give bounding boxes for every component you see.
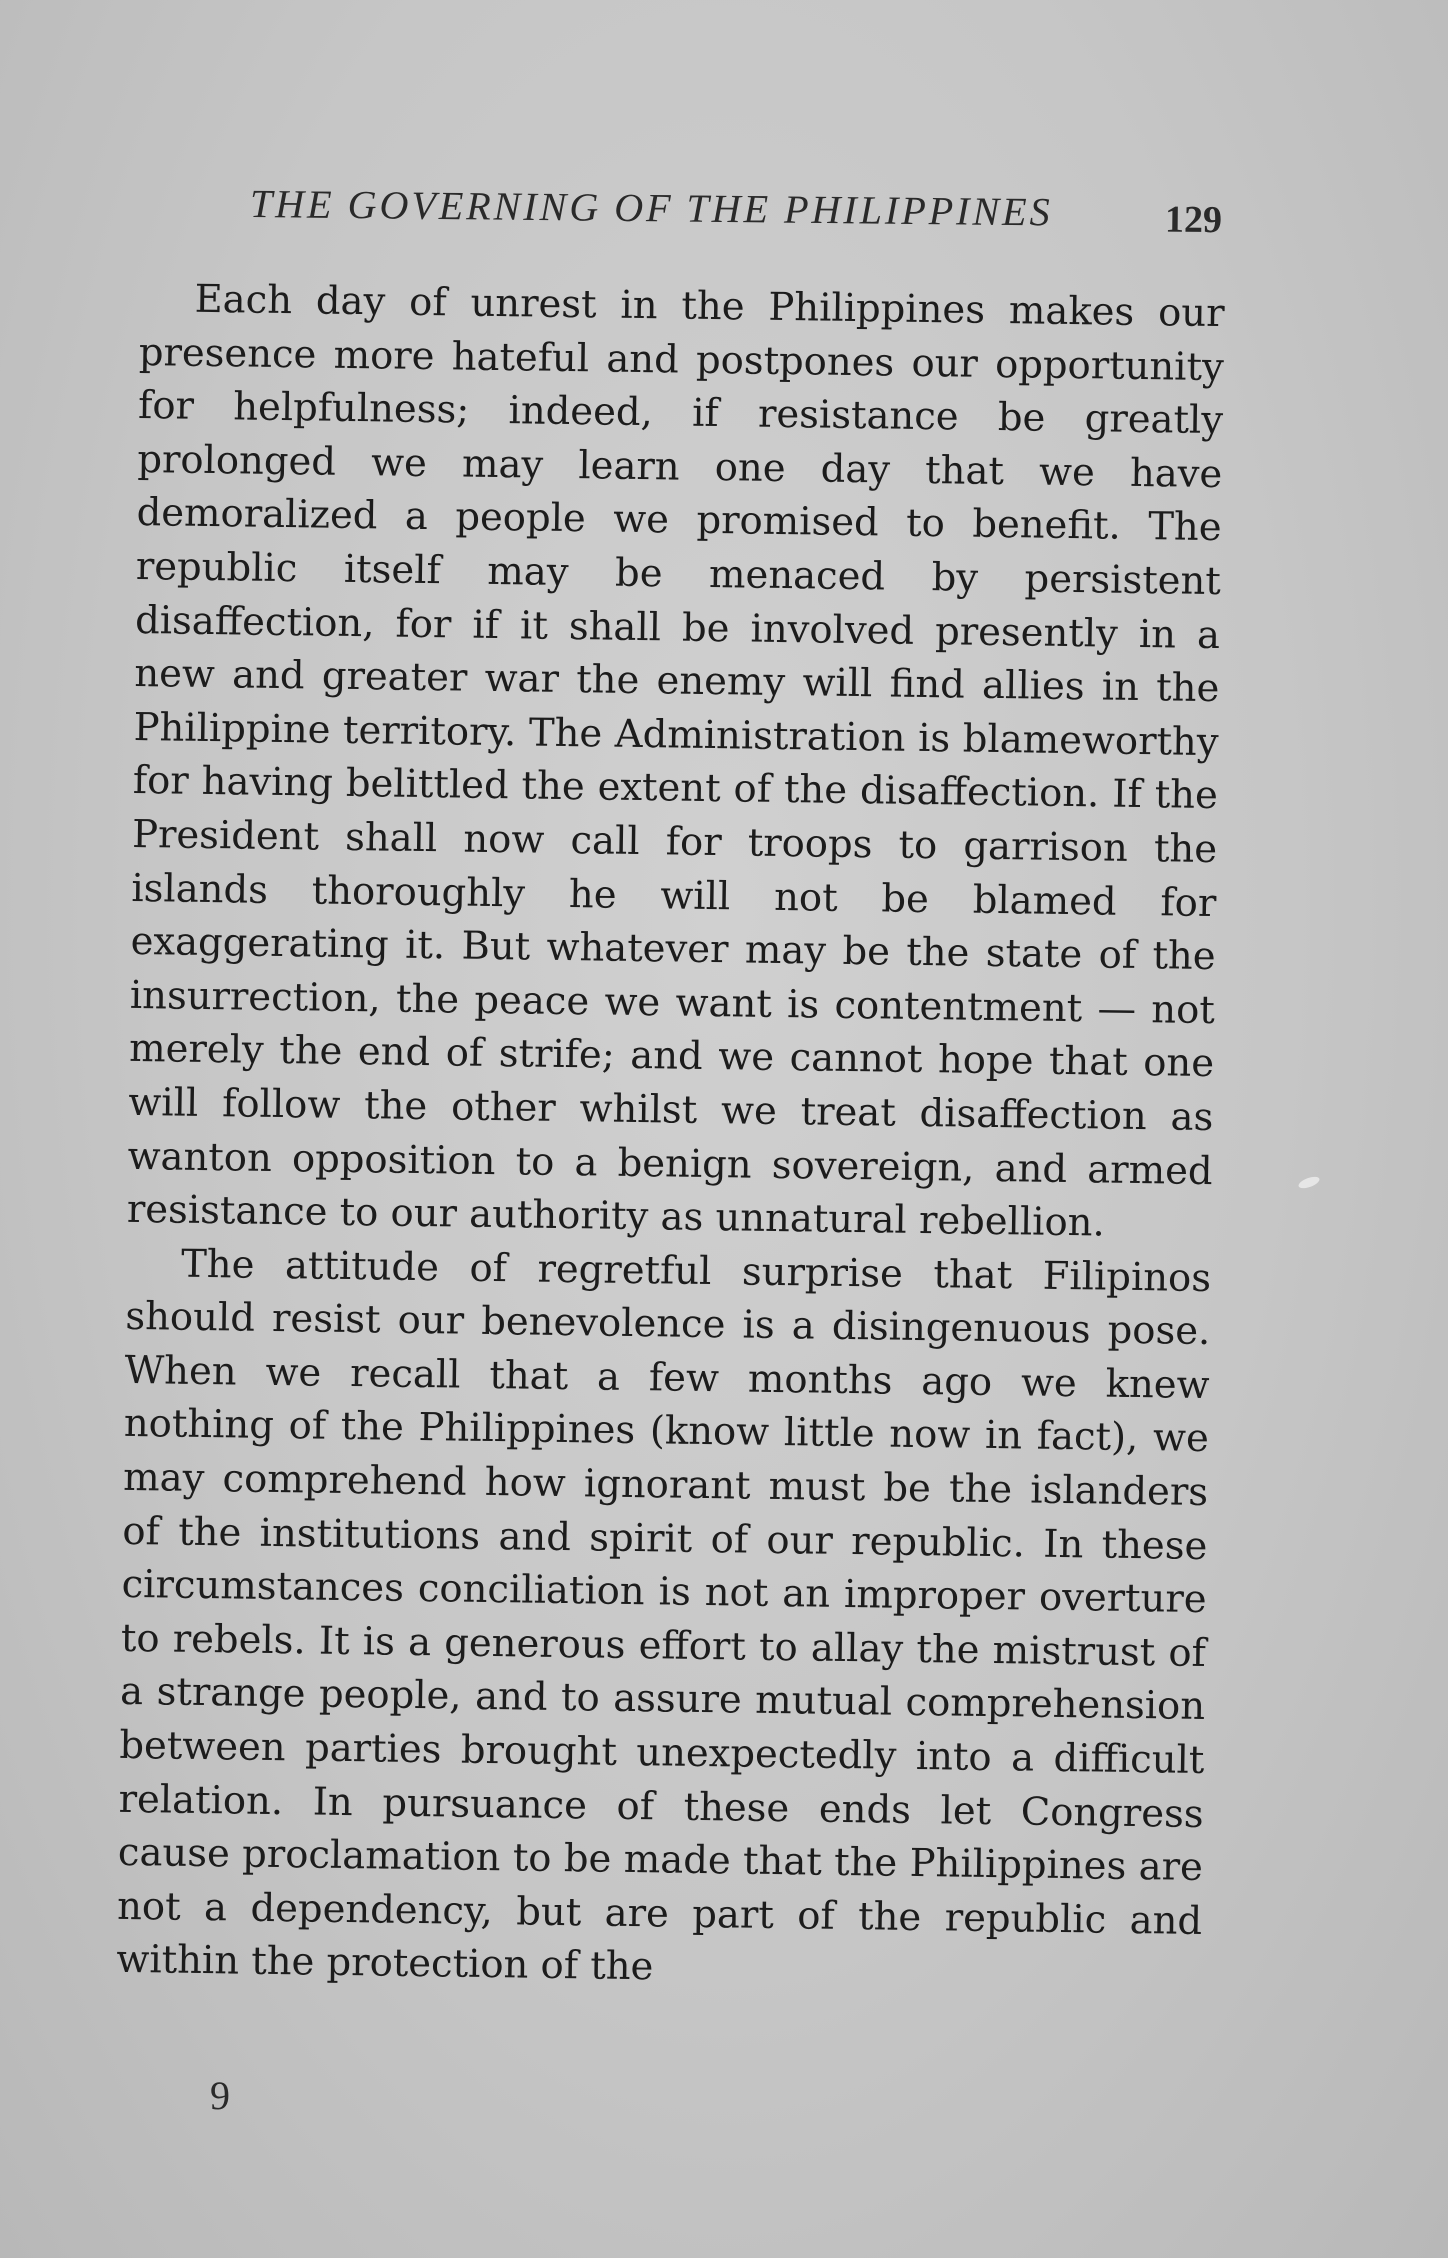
running-title: THE GOVERNING OF THE PHILIPPINES — [249, 181, 1053, 235]
running-head — [250, 180, 1231, 250]
page-number: 129 — [1164, 198, 1223, 242]
paragraph-1: Each day of unrest in the Philippines makes our presence more hateful and postpones our opportunity for helpfulness; indeed, if resistance be greatly prolonged we may learn one day that we have demoralized a people we promised to benefit. The republic itself may be menaced by persistent disaffection, for if it shall be involved presently in a new and greater war the enemy will find allies in the Philippine territory. The Administration is blameworthy for having belittled the extent of the disaffection. If the President shall now call for troops to garrison the islands thoroughly he will not be blamed for exaggerating it. But whatever may be the state of the insurrection, the peace we want is contentment — not merely the end of strife; and we cannot hope that one will follow the other whilst we treat disaffection as wanton opposition to a benign sovereign, and armed resistance to our authority as unnatural rebellion. — [126, 276, 1225, 1246]
signature-mark: 9 — [210, 2073, 230, 2118]
paper-speck — [1297, 1175, 1321, 1191]
body-text — [116, 272, 1225, 2002]
paragraph-2: The attitude of regretful surprise that Filipinos should resist our benevolence is a disingenuous pose. When we recall that a few months ago we knew nothing of the Philippines (know little now in fact), we may comprehend how ignorant must be the islanders of the institutions and spirit of our republic. In these circumstances conciliation is not an improper overture to rebels. It is a generous effort to allay the mistrust of a strange people, and to assure mutual comprehension between parties brought unexpectedly into a difficult relation. In pursuance of these ends let Congress cause proclamation to be made that the Philippines are not a dependency, but are part of the republic and within the protection of the — [116, 1241, 1212, 1990]
